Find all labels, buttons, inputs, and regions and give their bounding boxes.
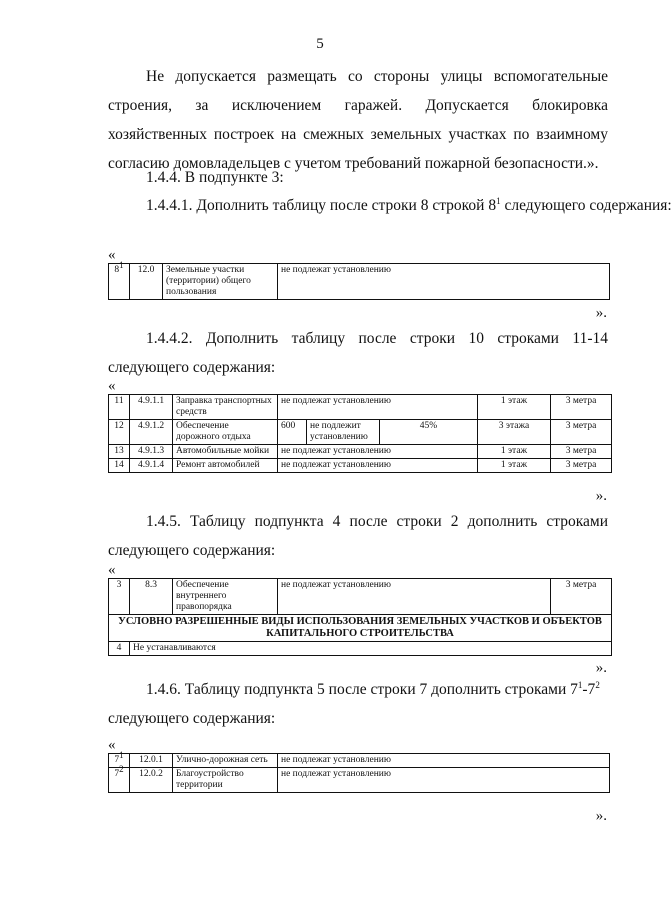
open-quote: « — [108, 378, 116, 394]
row-code: 12.0.1 — [130, 754, 173, 768]
section-heading: УСЛОВНО РАЗРЕШЕННЫЕ ВИДЫ ИСПОЛЬЗОВАНИЯ ЗЕМЕЛЬНЫХ УЧАСТКОВ И ОБЪЕКТОВ КАПИТАЛЬНОГО СТРОИТЕЛЬСТВА — [109, 615, 612, 642]
row-name: Улично-дорожная сеть — [173, 754, 278, 768]
table-row — [109, 642, 612, 656]
row-code: 4.9.1.4 — [130, 459, 173, 473]
close-quote: ». — [595, 305, 607, 321]
paragraph-1-4-6-dash: -7 — [582, 681, 596, 698]
row-setback: не подлежит установлению — [307, 420, 380, 444]
row-value: не подлежат установлению — [278, 264, 610, 300]
paragraph-1-4-6 — [146, 680, 608, 700]
table-row — [109, 420, 612, 445]
row-height: 3 метра — [551, 579, 612, 615]
page-number: 5 — [316, 36, 324, 52]
row-code: 12.0.2 — [130, 768, 173, 793]
row-height: 3 метра — [551, 420, 612, 445]
row-floors: 3 этажа — [478, 420, 551, 445]
row-number: 3 — [109, 579, 130, 615]
table-rows-11-14 — [108, 394, 612, 473]
paragraph-1-4-4-1 — [146, 195, 672, 216]
row-number: 13 — [109, 445, 130, 459]
close-quote: ». — [595, 488, 607, 504]
row-height: 3 метра — [551, 445, 612, 459]
heading-1-4-4: 1.4.4. В подпункте 3: — [146, 169, 284, 186]
table-row — [109, 264, 610, 300]
open-quote: « — [108, 247, 116, 263]
row-number: $7^2$ — [109, 768, 130, 793]
table-row — [109, 579, 612, 615]
row-number: 11 — [109, 395, 130, 420]
open-quote: « — [108, 737, 116, 753]
table-section-heading — [109, 615, 612, 642]
row-value: Не устанавливаются — [130, 642, 612, 656]
row-coverage: 45% — [419, 421, 438, 431]
paragraph-1-4-6-tail: следующего содержания: — [108, 710, 276, 727]
table-rows-7-1-7-2 — [108, 750, 610, 793]
row-name: Ремонт автомобилей — [173, 459, 278, 473]
row-number: 12 — [109, 420, 130, 445]
row-name: Обеспечение внутреннего правопорядка — [173, 579, 278, 615]
row-code: 8.3 — [130, 579, 173, 615]
table-rows-3-4 — [108, 578, 612, 656]
row-code: 4.9.1.2 — [130, 420, 173, 445]
table-row — [109, 459, 612, 473]
row-number: 4 — [109, 642, 130, 656]
row-name: Автомобильные мойки — [173, 445, 278, 459]
row-code: 12.0 — [130, 264, 163, 300]
row-floors: 1 этаж — [478, 459, 551, 473]
row-code: 4.9.1.3 — [130, 445, 173, 459]
row-number: 14 — [109, 459, 130, 473]
row-value: не подлежат установлению — [278, 395, 478, 420]
superscript: 1 — [577, 679, 583, 690]
table-row-8-1 — [108, 260, 610, 300]
superscript: 1 — [496, 195, 501, 206]
paragraph-outbuildings: Не допускается размещать со стороны улицы вспомогательные строения, за исключением гаражей. Допускается блокировка хозяйственных построек на смежных земельных участках по взаимному согласию домовладельцев с учетом требований пожарной безопасности.». — [108, 68, 608, 172]
row-name: Земельные участки (территории) общего пользования — [163, 264, 278, 300]
paragraph-1-4-4-1-text: 1.4.4.1. Дополнить таблицу после строки 8 строкой 8 — [146, 197, 497, 214]
row-name: Заправка транспортных средств — [173, 395, 278, 420]
row-value: не подлежат установлению — [278, 459, 478, 473]
paragraph-1-4-6-text: 1.4.6. Таблицу подпункта 5 после строки 7 дополнить строками 7 — [146, 681, 578, 698]
close-quote: ». — [595, 808, 607, 824]
paragraph-1-4-5: 1.4.5. Таблицу подпункта 4 после строки 2 дополнить строками следующего содержания: — [108, 513, 608, 559]
open-quote: « — [108, 562, 116, 578]
row-floors: 1 этаж — [478, 395, 551, 420]
row-value: не подлежат установлению — [278, 445, 478, 459]
table-row — [109, 445, 612, 459]
superscript: 2 — [595, 679, 600, 690]
row-code: 4.9.1.1 — [130, 395, 173, 420]
table-row — [109, 754, 610, 768]
row-floors: 1 этаж — [478, 445, 551, 459]
row-area: 600 — [278, 420, 307, 444]
row-number: $8^1$ — [109, 264, 130, 300]
row-name: Обеспечение дорожного отдыха — [173, 420, 278, 445]
row-value: не подлежат установлению — [278, 768, 610, 793]
table-row — [109, 768, 610, 793]
row-value: не подлежат установлению — [278, 754, 610, 768]
row-value: не подлежат установлению — [278, 579, 551, 615]
close-quote: ». — [595, 660, 607, 676]
paragraph-1-4-4-2: 1.4.4.2. Дополнить таблицу после строки 10 строками 11-14 следующего содержания: — [108, 330, 608, 376]
paragraph-1-4-4-1-tail: следующего содержания: — [500, 197, 672, 214]
row-name: Благоустройство территории — [173, 768, 278, 793]
row-height: 3 метра — [551, 395, 612, 420]
row-height: 3 метра — [551, 459, 612, 473]
row-number: $7^1$ — [109, 754, 130, 768]
row-value-split — [278, 420, 478, 445]
table-row — [109, 395, 612, 420]
